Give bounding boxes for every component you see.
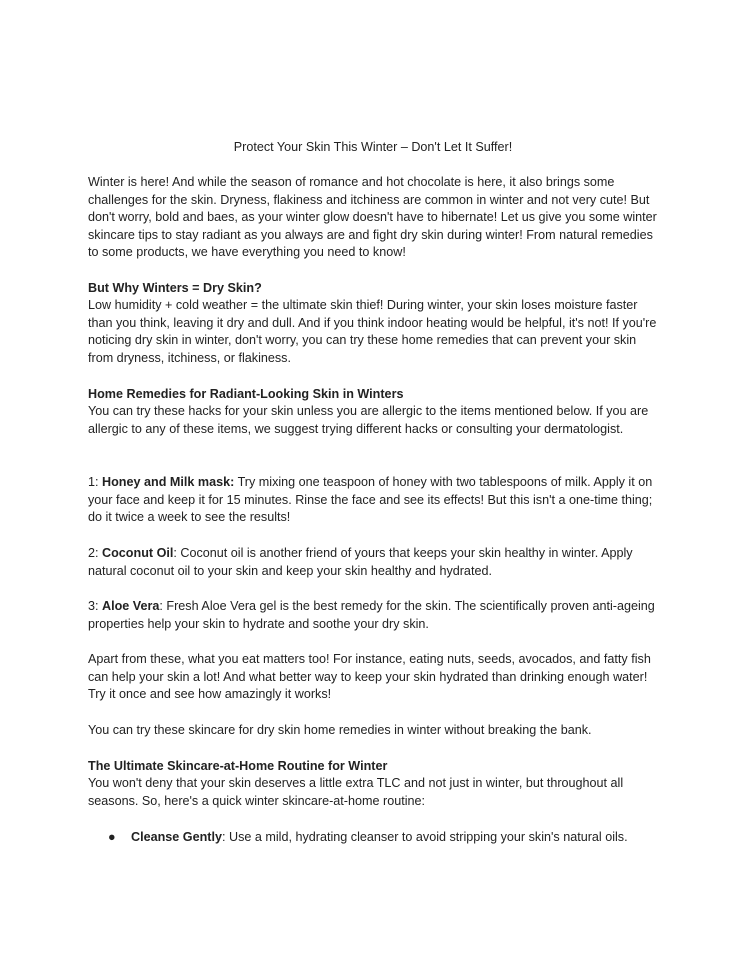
bullet-icon: ● [108,830,116,844]
diet-paragraph: Apart from these, what you eat matters too! For instance, eating nuts, seeds, avocados, and fatty fish can help your skin a lot! And what better way to keep your skin hydrated than drinking enough water! Try it once and see how amazingly it works! [88,652,651,701]
remedy-text: : Coconut oil is another friend of yours that keeps your skin healthy in winter. Apply natural coconut oil to your skin and keep your skin healthy and hydrated. [88,546,633,578]
section-heading-dry-skin: But Why Winters = Dry Skin? [88,281,262,295]
section-body-routine: You won't deny that your skin deserves a little extra TLC and not just in winter, but throughout all seasons. So, here's a quick winter skincare-at-home routine: [88,776,624,808]
document-title: Protect Your Skin This Winter – Don't Let It Suffer! [233,140,513,154]
routine-item-name: Cleanse Gently [131,830,222,844]
routine-item-text: : Use a mild, hydrating cleanser to avoid stripping your skin's natural oils. [222,830,628,844]
remedy-name: Honey and Milk mask: [102,475,235,489]
remedy-item-honey-milk [88,474,658,527]
intro-paragraph: Winter is here! And while the season of romance and hot chocolate is here, it also brings some challenges for the skin. Dryness, flakiness and itchiness are common in winter and not very cute! But don't worry, bold and baes, as your winter glow doesn't have to hibernate! Let us give you some winter skincare tips to stay radiant as you always are and fight dry skin during winter! From natural remedies to some products, we have everything you need to know! [88,175,657,259]
routine-list [88,829,658,847]
remedy-name: Aloe Vera [102,599,160,613]
remedy-name: Coconut Oil [102,546,174,560]
remedy-number: 2: [88,546,103,560]
section-body-dry-skin: Low humidity + cold weather = the ultimate skin thief! During winter, your skin loses moisture faster than you think, leaving it dry and dull. And if you think indoor heating would be helpful, it's not! If you're noticing dry skin in winter, don't worry, you can try these home remedies that can prevent your skin from dryness, itchiness, or flakiness. [88,298,657,365]
section-heading-routine: The Ultimate Skincare-at-Home Routine for Winter [88,759,388,773]
section-body-home-remedies: You can try these hacks for your skin unless you are allergic to the items mentioned below. If you are allergic to any of these items, we suggest trying different hacks or consulting your dermatologist. [88,404,649,436]
remedy-number: 3: [88,599,103,613]
budget-paragraph: You can try these skincare for dry skin home remedies in winter without breaking the bank. [88,723,592,737]
routine-item-cleanse [88,829,658,847]
remedy-text: Try mixing one teaspoon of honey with two tablespoons of milk. Apply it on your face and keep it for 15 minutes. Rinse the face and see its effects! But this isn't a one-time thing; do it twice a week to see the results! [88,475,653,524]
section-heading-home-remedies: Home Remedies for Radiant-Looking Skin in Winters [88,387,404,401]
remedy-item-aloe-vera [88,598,658,633]
remedy-item-coconut-oil [88,545,658,580]
remedy-number: 1: [88,475,103,489]
remedy-text: : Fresh Aloe Vera gel is the best remedy for the skin. The scientifically proven anti-ageing properties help your skin to hydrate and soothe your dry skin. [88,599,655,631]
